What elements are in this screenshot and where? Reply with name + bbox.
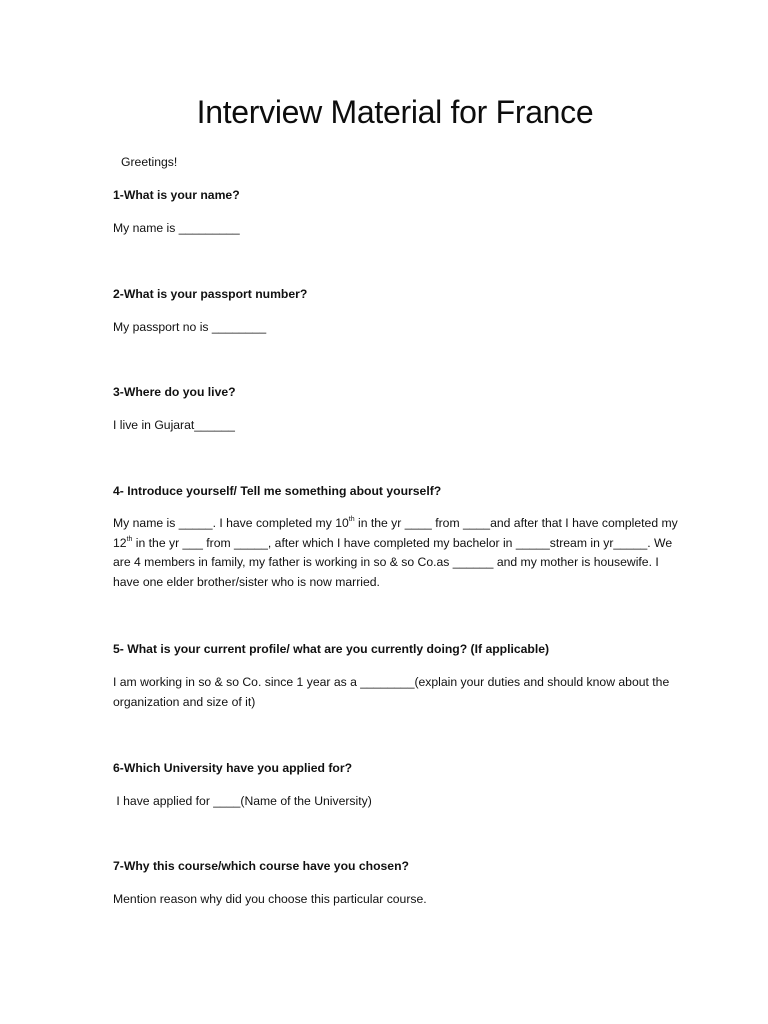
question-5: 5- What is your current profile/ what are you currently doing? (If applicable) [113,642,550,656]
question-1: 1-What is your name? [113,188,240,202]
answer-1: My name is _________ [113,221,240,235]
answer-6: I have applied for ____(Name of the University) [113,794,372,808]
answer-4 [113,514,678,592]
answer-5: I am working in so & so Co. since 1 year as a ________(explain your duties and should know about the organization and size of it) [113,675,670,709]
answer-4-superscript-2: th [126,535,133,543]
question-2: 2-What is your passport number? [113,287,308,301]
question-3: 3-Where do you live? [113,385,236,399]
greeting-text: Greetings! [121,155,178,169]
question-6: 6-Which University have you applied for? [113,761,353,775]
answer-2: My passport no is ________ [113,320,267,334]
answer-4-superscript-1: th [348,516,355,523]
question-7: 7-Why this course/which course have you chosen? [113,859,409,873]
page-title: Interview Material for France [196,94,594,130]
answer-3: I live in Gujarat______ [113,418,235,432]
answer-4-part-1: My name is _____. I have completed my 10 [113,516,349,530]
answer-4-part-3: in the yr ___ from _____, after which I have completed my bachelor in _____stream in yr_____. We are 4 members in family, my father is working in so & so Co.as ______ and my mother is housewife. I have one elder brother/sister who is now married. [113,535,673,589]
question-4: 4- Introduce yourself/ Tell me something about yourself? [113,484,442,498]
answer-7: Mention reason why did you choose this particular course. [113,892,427,906]
answer-4-part-2: in the yr ____ from ____and after that I have completed my 12 [113,516,678,550]
